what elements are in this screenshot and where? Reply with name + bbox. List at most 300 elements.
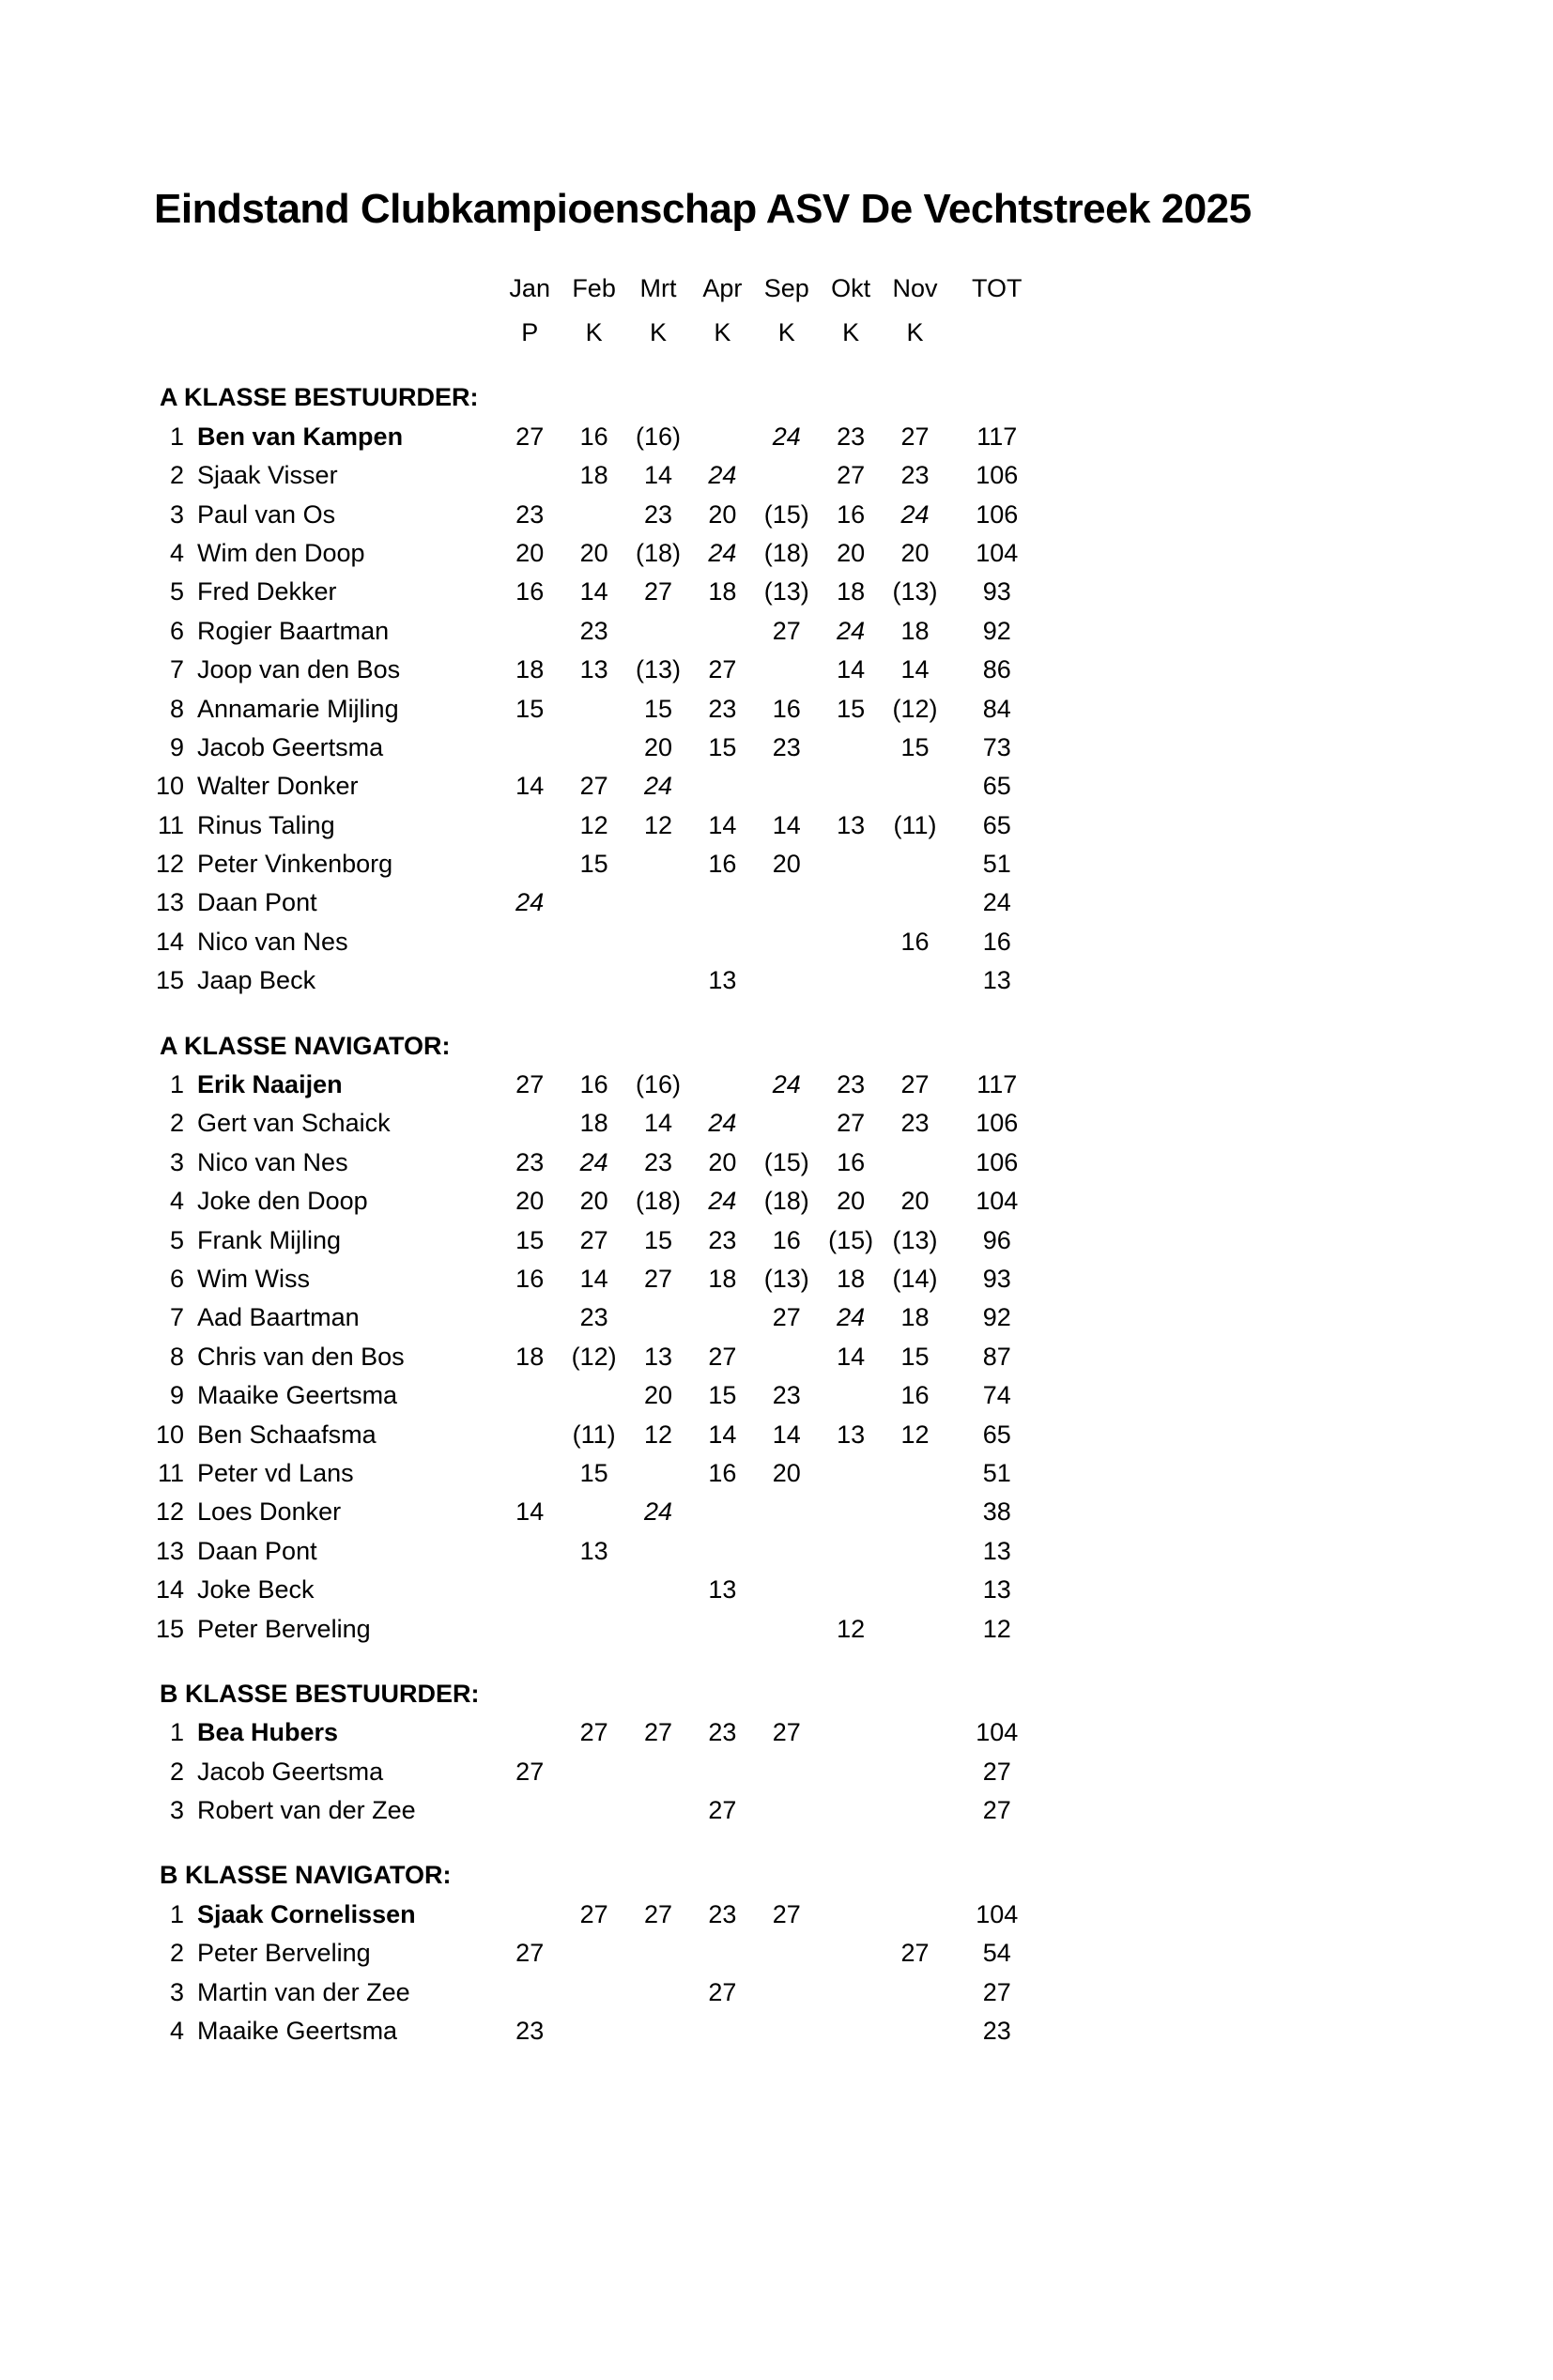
competitor-name: Sjaak Cornelissen xyxy=(197,1899,416,1928)
score-cell: 18 xyxy=(900,1303,930,1332)
score-cell: 14 xyxy=(708,1420,737,1449)
score-cell: 18 xyxy=(515,655,545,684)
score-cell xyxy=(626,1298,690,1337)
score-cell: 24 xyxy=(900,499,930,529)
competitor-name: Peter Vinkenborg xyxy=(197,850,393,879)
competitor-name: Maaike Geertsma xyxy=(197,2017,398,2046)
score-cell: 27 xyxy=(900,1070,930,1099)
score-cell: 27 xyxy=(643,577,672,607)
total-cell: 104 xyxy=(976,1899,1019,1928)
table-row xyxy=(148,1571,1553,1609)
score-cell: 12 xyxy=(579,810,608,839)
score-cell: 27 xyxy=(837,461,866,490)
score-cell: 20 xyxy=(515,538,545,567)
score-cell: 18 xyxy=(579,1109,608,1138)
score-cell: 20 xyxy=(837,1187,866,1216)
competitor-name: Daan Pont xyxy=(197,888,317,917)
table-row xyxy=(148,496,1553,534)
score-cell xyxy=(690,2012,754,2050)
score-cell: 23 xyxy=(772,732,801,761)
competitor-name: Walter Donker xyxy=(197,772,359,801)
score-cell: (13) xyxy=(892,577,938,607)
score-cell xyxy=(498,1298,561,1337)
spacer xyxy=(197,314,498,352)
subcolumn-header: P xyxy=(521,318,539,346)
rank-number: 1 xyxy=(169,1070,184,1099)
rank-number: 3 xyxy=(169,1977,184,2006)
score-cell xyxy=(498,923,561,961)
score-cell: 20 xyxy=(579,538,608,567)
score-cell xyxy=(755,961,819,1000)
total-cell: 13 xyxy=(982,966,1011,995)
table-row xyxy=(148,1454,1553,1493)
total-cell: 13 xyxy=(982,1536,1011,1565)
total-cell: 27 xyxy=(982,1977,1011,2006)
score-cell: 13 xyxy=(708,1575,737,1605)
total-cell: 104 xyxy=(976,1718,1019,1747)
score-cell xyxy=(561,1376,625,1415)
score-cell: 27 xyxy=(579,772,608,801)
subcolumn-header: K xyxy=(714,318,731,346)
total-cell: 117 xyxy=(976,422,1018,451)
score-cell: 27 xyxy=(708,655,737,684)
score-cell: 23 xyxy=(579,616,608,645)
competitor-name: Peter Berveling xyxy=(197,1614,371,1643)
score-cell: 16 xyxy=(900,1381,930,1410)
rank-number: 13 xyxy=(155,888,184,917)
score-cell xyxy=(819,2012,883,2050)
competitor-name: Martin van der Zee xyxy=(197,1977,410,2006)
score-cell xyxy=(626,1791,690,1830)
table-row xyxy=(148,418,1553,456)
table-row xyxy=(148,1973,1553,2012)
score-cell: 16 xyxy=(772,694,801,723)
score-cell: 13 xyxy=(579,655,608,684)
score-cell: 14 xyxy=(772,1420,801,1449)
total-cell: 38 xyxy=(982,1497,1011,1527)
column-header: Mrt xyxy=(639,274,677,302)
score-cell xyxy=(690,1532,754,1571)
table-row xyxy=(148,1934,1553,1973)
score-cell xyxy=(498,1532,561,1571)
competitor-name: Fred Dekker xyxy=(197,577,337,607)
table-row xyxy=(148,1221,1553,1260)
competitor-name: Peter Berveling xyxy=(197,1939,371,1968)
score-cell: 15 xyxy=(643,694,672,723)
competitor-name: Nico van Nes xyxy=(197,927,348,956)
score-cell: 23 xyxy=(579,1303,608,1332)
score-cell: (14) xyxy=(892,1264,938,1293)
competitor-name: Robert van der Zee xyxy=(197,1796,416,1825)
column-header-row xyxy=(148,263,1553,314)
competitor-name: Ben Schaafsma xyxy=(197,1420,377,1449)
table-row xyxy=(148,456,1553,495)
score-cell xyxy=(819,1896,883,1934)
table-row xyxy=(148,1753,1553,1791)
score-cell: 27 xyxy=(643,1264,672,1293)
section-header: B KLASSE NAVIGATOR: xyxy=(160,1861,452,1890)
table-row xyxy=(148,923,1553,961)
score-cell xyxy=(561,496,625,534)
score-cell xyxy=(755,767,819,806)
score-cell xyxy=(690,767,754,806)
score-cell: 18 xyxy=(900,616,930,645)
score-cell xyxy=(498,1104,561,1143)
score-cell xyxy=(626,1610,690,1649)
score-cell: (18) xyxy=(763,538,809,567)
score-cell xyxy=(883,1610,946,1649)
score-cell: 20 xyxy=(772,1458,801,1487)
score-cell xyxy=(690,883,754,922)
total-cell: 92 xyxy=(982,616,1011,645)
score-cell xyxy=(626,1753,690,1791)
score-cell xyxy=(561,2012,625,2050)
score-cell: 16 xyxy=(837,1147,866,1176)
score-cell xyxy=(755,1532,819,1571)
score-cell xyxy=(626,1973,690,2012)
column-header: Feb xyxy=(572,274,616,302)
table-row xyxy=(148,1182,1553,1221)
subcolumn-header-row xyxy=(148,314,1553,352)
score-cell: 13 xyxy=(837,810,866,839)
section-header: A KLASSE NAVIGATOR: xyxy=(160,1031,451,1060)
score-cell xyxy=(819,1713,883,1752)
score-cell: 23 xyxy=(837,422,866,451)
score-cell: 16 xyxy=(579,1070,608,1099)
score-cell xyxy=(755,1610,819,1649)
table-row xyxy=(148,1376,1553,1415)
score-cell xyxy=(883,1493,946,1531)
score-cell: 16 xyxy=(772,1225,801,1254)
score-cell xyxy=(755,456,819,495)
score-cell: 27 xyxy=(708,1977,737,2006)
column-header: Apr xyxy=(702,274,743,302)
score-cell: 20 xyxy=(708,1147,737,1176)
rank-number: 1 xyxy=(169,1718,184,1747)
table-row xyxy=(148,1493,1553,1531)
competitor-name: Chris van den Bos xyxy=(197,1342,405,1371)
score-cell xyxy=(883,1144,946,1182)
score-cell xyxy=(690,1493,754,1531)
rank-number: 2 xyxy=(169,1109,184,1138)
score-cell xyxy=(498,1571,561,1609)
total-cell: 84 xyxy=(982,694,1011,723)
score-cell: 20 xyxy=(900,538,930,567)
score-cell: 27 xyxy=(643,1718,672,1747)
score-cell xyxy=(561,1791,625,1830)
rank-number: 11 xyxy=(157,810,184,839)
score-cell xyxy=(883,845,946,883)
score-cell xyxy=(626,1934,690,1973)
score-cell xyxy=(819,1454,883,1493)
section-header: B KLASSE BESTUURDER: xyxy=(160,1679,480,1708)
score-cell: 18 xyxy=(708,1264,737,1293)
table-row xyxy=(148,1896,1553,1934)
score-cell: (18) xyxy=(635,538,681,567)
score-cell: 20 xyxy=(515,1187,545,1216)
score-cell: 27 xyxy=(900,422,930,451)
score-cell: (16) xyxy=(635,422,681,451)
rank-number: 12 xyxy=(155,1497,184,1527)
rank-number: 11 xyxy=(157,1458,184,1487)
score-cell: 24 xyxy=(837,616,866,645)
total-cell: 96 xyxy=(982,1225,1011,1254)
score-cell xyxy=(626,883,690,922)
total-cell: 106 xyxy=(976,461,1019,490)
score-cell: 27 xyxy=(515,1070,545,1099)
score-cell: 20 xyxy=(643,732,672,761)
section xyxy=(148,1027,1553,1649)
score-cell: 18 xyxy=(837,1264,866,1293)
rank-number: 4 xyxy=(169,2017,184,2046)
competitor-name: Daan Pont xyxy=(197,1536,317,1565)
section xyxy=(148,378,1553,1000)
score-cell: 27 xyxy=(579,1718,608,1747)
score-cell: 23 xyxy=(708,1899,737,1928)
subcolumn-header: K xyxy=(842,318,860,346)
score-cell xyxy=(883,1571,946,1609)
score-cell: 24 xyxy=(708,538,737,567)
score-cell xyxy=(883,1713,946,1752)
score-cell: 23 xyxy=(708,1225,737,1254)
score-cell xyxy=(561,923,625,961)
rank-number: 1 xyxy=(169,422,184,451)
competitor-name: Wim Wiss xyxy=(197,1264,310,1293)
subcolumn-header xyxy=(955,314,1039,352)
rank-number: 9 xyxy=(169,1381,184,1410)
competitor-name: Gert van Schaick xyxy=(197,1109,391,1138)
competitor-name: Bea Hubers xyxy=(197,1718,339,1747)
total-cell: 65 xyxy=(982,1420,1011,1449)
score-cell: 16 xyxy=(900,927,930,956)
score-cell xyxy=(755,1571,819,1609)
score-cell: 27 xyxy=(515,1757,545,1786)
total-cell: 24 xyxy=(982,888,1011,917)
column-header: Sep xyxy=(763,274,809,302)
score-cell: 15 xyxy=(708,1381,737,1410)
total-cell: 106 xyxy=(976,499,1019,529)
table-row xyxy=(148,651,1553,689)
score-cell: 15 xyxy=(708,732,737,761)
score-cell: 15 xyxy=(837,694,866,723)
rank-number: 9 xyxy=(169,732,184,761)
rank-number: 15 xyxy=(155,1614,184,1643)
score-cell: 14 xyxy=(515,1497,545,1527)
score-cell: 18 xyxy=(515,1342,545,1371)
score-cell: 23 xyxy=(900,461,930,490)
total-cell: 117 xyxy=(976,1070,1018,1099)
score-cell xyxy=(626,923,690,961)
score-cell xyxy=(819,1753,883,1791)
score-cell: 14 xyxy=(515,772,545,801)
score-cell: 24 xyxy=(772,422,801,451)
score-cell xyxy=(561,1571,625,1609)
score-cell xyxy=(561,1973,625,2012)
score-cell xyxy=(819,767,883,806)
score-cell xyxy=(690,1934,754,1973)
score-cell: 23 xyxy=(708,694,737,723)
competitor-name: Annamarie Mijling xyxy=(197,694,399,723)
score-cell: 16 xyxy=(515,1264,545,1293)
score-cell xyxy=(690,612,754,651)
rank-number: 10 xyxy=(155,772,184,801)
score-cell: (13) xyxy=(763,1264,809,1293)
score-cell xyxy=(498,1610,561,1649)
score-cell: 27 xyxy=(643,1899,672,1928)
score-cell xyxy=(883,961,946,1000)
score-cell: 27 xyxy=(772,1718,801,1747)
score-cell: 15 xyxy=(579,850,608,879)
score-cell: 20 xyxy=(772,850,801,879)
rank-number: 6 xyxy=(169,1264,184,1293)
competitor-name: Frank Mijling xyxy=(197,1225,342,1254)
column-header: TOT xyxy=(971,274,1023,302)
score-cell xyxy=(498,1791,561,1830)
spacer xyxy=(197,263,498,314)
score-cell: 15 xyxy=(643,1225,672,1254)
total-cell: 23 xyxy=(982,2017,1011,2046)
section xyxy=(148,1675,1553,1831)
score-cell: 24 xyxy=(837,1303,866,1332)
total-cell: 65 xyxy=(982,772,1011,801)
score-cell: 27 xyxy=(900,1939,930,1968)
competitor-name: Peter vd Lans xyxy=(197,1458,354,1487)
competitor-name: Wim den Doop xyxy=(197,538,365,567)
score-cell: 15 xyxy=(900,1342,930,1371)
score-cell: 15 xyxy=(900,732,930,761)
score-cell: 23 xyxy=(515,1147,545,1176)
score-cell: 24 xyxy=(772,1070,801,1099)
score-cell xyxy=(819,729,883,767)
column-header: Nov xyxy=(892,274,938,302)
score-cell: 18 xyxy=(708,577,737,607)
score-cell xyxy=(819,1532,883,1571)
score-cell xyxy=(883,2012,946,2050)
rank-number: 3 xyxy=(169,1796,184,1825)
spacer xyxy=(148,263,184,314)
subcolumn-header: K xyxy=(906,318,924,346)
rank-number: 8 xyxy=(169,694,184,723)
standings xyxy=(148,263,1553,2050)
score-cell xyxy=(690,1610,754,1649)
score-cell: 13 xyxy=(579,1536,608,1565)
total-cell: 92 xyxy=(982,1303,1011,1332)
score-cell xyxy=(626,2012,690,2050)
rank-number: 10 xyxy=(155,1420,184,1449)
total-cell: 51 xyxy=(982,850,1011,879)
table-row xyxy=(148,1338,1553,1376)
score-cell: 13 xyxy=(708,966,737,995)
score-cell xyxy=(498,1713,561,1752)
score-cell xyxy=(626,961,690,1000)
total-cell: 12 xyxy=(982,1614,1011,1643)
score-cell: 14 xyxy=(643,1109,672,1138)
table-row xyxy=(148,612,1553,651)
table-row xyxy=(148,2012,1553,2050)
score-cell: 23 xyxy=(900,1109,930,1138)
page-title: Eindstand Clubkampioenschap ASV De Vechtstreek 2025 xyxy=(154,186,1252,232)
section-header: A KLASSE BESTUURDER: xyxy=(160,383,479,412)
total-cell: 16 xyxy=(982,927,1011,956)
rank-number: 13 xyxy=(155,1536,184,1565)
total-cell: 51 xyxy=(982,1458,1011,1487)
score-cell: 24 xyxy=(643,772,672,801)
score-cell xyxy=(498,845,561,883)
score-cell xyxy=(883,767,946,806)
column-header: Jan xyxy=(509,274,550,302)
competitor-name: Jaap Beck xyxy=(197,966,316,995)
table-row xyxy=(148,690,1553,729)
score-cell xyxy=(755,1338,819,1376)
score-cell xyxy=(498,1376,561,1415)
score-cell xyxy=(561,961,625,1000)
table-row xyxy=(148,1104,1553,1143)
score-cell xyxy=(755,1973,819,2012)
score-cell xyxy=(498,612,561,651)
competitor-name: Joke den Doop xyxy=(197,1187,368,1216)
table-row xyxy=(148,806,1553,845)
table-row xyxy=(148,729,1553,767)
rank-number: 7 xyxy=(169,655,184,684)
competitor-name: Nico van Nes xyxy=(197,1147,348,1176)
competitor-name: Joop van den Bos xyxy=(197,655,401,684)
rank-number: 6 xyxy=(169,616,184,645)
score-cell: 23 xyxy=(772,1381,801,1410)
rank-number: 2 xyxy=(169,1757,184,1786)
competitor-name: Paul van Os xyxy=(197,499,336,529)
rank-number: 5 xyxy=(169,1225,184,1254)
score-cell: 27 xyxy=(772,616,801,645)
table-row xyxy=(148,1713,1553,1752)
score-cell: 15 xyxy=(515,1225,545,1254)
total-cell: 13 xyxy=(982,1575,1011,1605)
score-cell xyxy=(626,1571,690,1609)
score-cell: 16 xyxy=(515,577,545,607)
table-row xyxy=(148,1791,1553,1830)
total-cell: 74 xyxy=(982,1381,1011,1410)
score-cell: (15) xyxy=(763,1147,809,1176)
rank-number: 2 xyxy=(169,1939,184,1968)
table-row xyxy=(148,1298,1553,1337)
score-cell: 18 xyxy=(837,577,866,607)
score-cell xyxy=(561,1493,625,1531)
score-cell xyxy=(883,1454,946,1493)
score-cell xyxy=(626,845,690,883)
table-row xyxy=(148,845,1553,883)
total-cell: 73 xyxy=(982,732,1011,761)
competitor-name: Ben van Kampen xyxy=(197,422,404,451)
score-cell: (15) xyxy=(828,1225,874,1254)
score-cell xyxy=(755,1753,819,1791)
score-cell: (12) xyxy=(892,694,938,723)
total-cell: 93 xyxy=(982,577,1011,607)
score-cell xyxy=(819,1571,883,1609)
subcolumn-header: K xyxy=(585,318,603,346)
score-cell xyxy=(819,1791,883,1830)
total-cell: 104 xyxy=(976,538,1019,567)
score-cell: 14 xyxy=(837,1342,866,1371)
score-cell: 24 xyxy=(579,1147,608,1176)
score-cell: 12 xyxy=(643,810,672,839)
score-cell xyxy=(561,690,625,729)
score-cell xyxy=(626,612,690,651)
score-cell xyxy=(626,1532,690,1571)
score-cell xyxy=(498,961,561,1000)
score-cell xyxy=(883,1532,946,1571)
score-cell: 15 xyxy=(579,1458,608,1487)
score-cell xyxy=(498,1896,561,1934)
table-row xyxy=(148,1066,1553,1104)
